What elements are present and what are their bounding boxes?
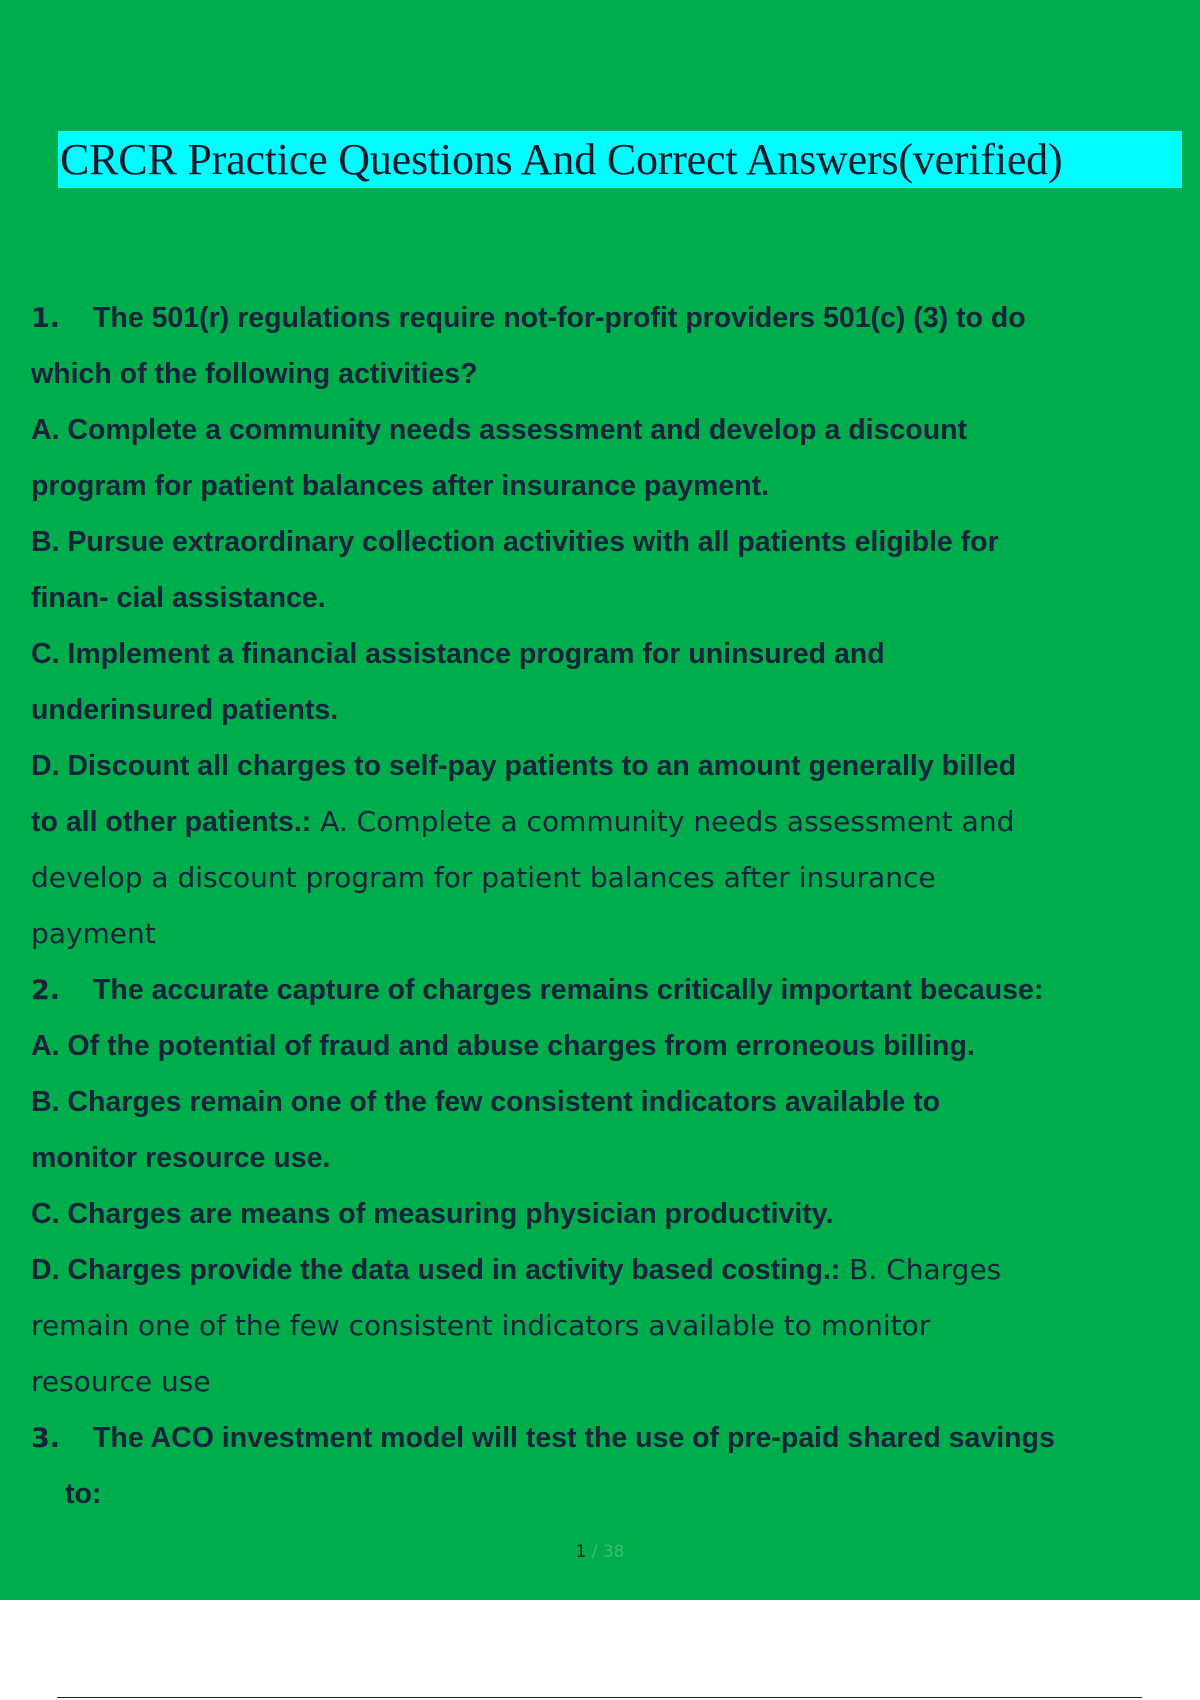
question-1-stem-line-1 [31, 290, 1191, 346]
footer-divider [57, 1697, 1142, 1698]
question-2-option-b-cont: monitor resource use. [31, 1142, 331, 1174]
question-1-option-d-cont [31, 794, 1191, 850]
question-1-option-b: B. Pursue extraordinary collection activities with all patients eligible for [31, 526, 999, 558]
question-3-stem-line-2: to: [65, 1478, 102, 1510]
document-title: CRCR Practice Questions And Correct Answers(verified) [58, 131, 1182, 188]
question-1-answer-line-3: payment [31, 917, 156, 950]
question-1-option-a: A. Complete a community needs assessment and develop a discount [31, 414, 968, 446]
answer-text: B. Charges [840, 1253, 1002, 1286]
question-1-option-a-cont: program for patient balances after insurance payment. [31, 470, 770, 502]
question-1-option-b-cont: finan- cial assistance. [31, 582, 326, 614]
question-1-option-c-cont: underinsured patients. [31, 694, 339, 726]
question-text: The 501(r) regulations require not-for-profit providers 501(c) (3) to do [93, 302, 1026, 334]
question-number: 2. [31, 975, 61, 1006]
question-2-option-a: A. Of the potential of fraud and abuse charges from erroneous billing. [31, 1030, 975, 1062]
question-2-option-c: C. Charges are means of measuring physician productivity. [31, 1198, 834, 1230]
question-number: 1. [31, 303, 61, 334]
question-2-option-b: B. Charges remain one of the few consistent indicators available to [31, 1086, 941, 1118]
question-text: The accurate capture of charges remains critically important because: [93, 974, 1044, 1006]
question-text: The ACO investment model will test the use of pre-paid shared savings [93, 1422, 1055, 1454]
question-list [31, 290, 1191, 1522]
question-1-answer-line-2: develop a discount program for patient balances after insurance [31, 861, 936, 894]
question-2-answer-line-2: remain one of the few consistent indicators available to monitor [31, 1309, 931, 1342]
option-text: D. Charges provide the data used in activity based costing.: [31, 1254, 841, 1286]
question-2-answer-line-3: resource use [31, 1365, 211, 1398]
current-page: 1 [575, 1542, 587, 1562]
option-text: to all other patients.: [31, 806, 312, 838]
question-1-option-c: C. Implement a financial assistance program for uninsured and [31, 638, 885, 670]
total-pages: / 38 [591, 1542, 625, 1562]
answer-text: A. Complete a community needs assessment and [311, 805, 1015, 838]
question-3-stem-line-1 [31, 1410, 1191, 1466]
question-2-option-d [31, 1242, 1191, 1298]
question-1-option-d: D. Discount all charges to self-pay patients to an amount generally billed [31, 750, 1017, 782]
question-2-stem-line-1 [31, 962, 1191, 1018]
question-number: 3. [31, 1423, 61, 1454]
question-1-stem-line-2: which of the following activities? [31, 358, 478, 390]
page-number [0, 1542, 1200, 1562]
